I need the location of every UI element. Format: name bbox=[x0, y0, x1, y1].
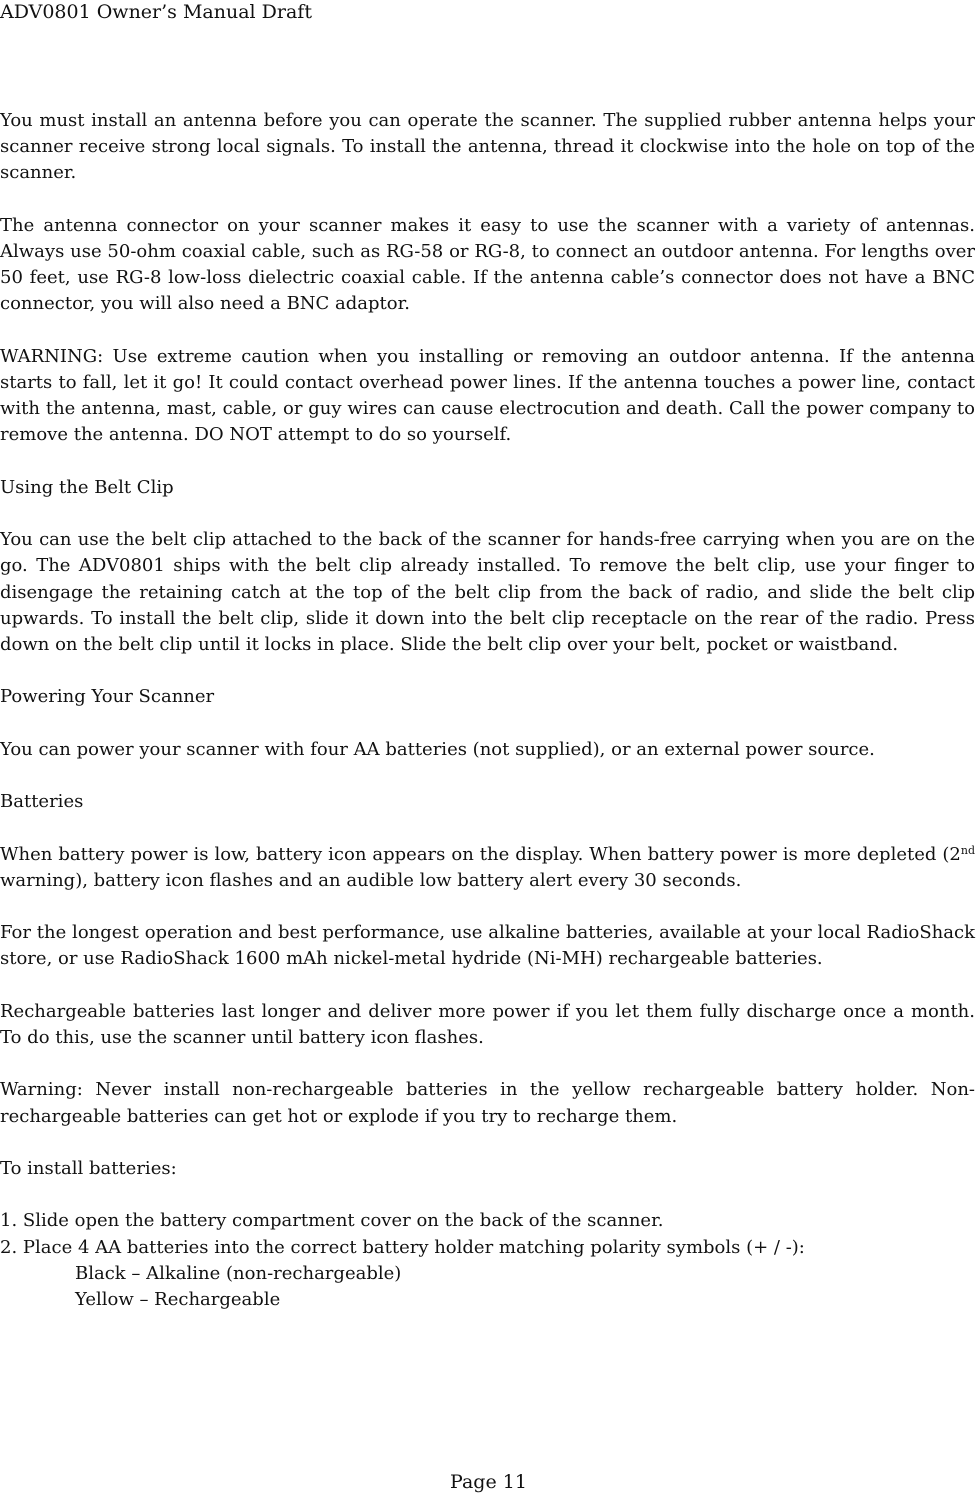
page-content bbox=[0, 108, 975, 1313]
install-batteries-heading: To install batteries: bbox=[0, 1157, 177, 1179]
ordinal-superscript: nd bbox=[960, 843, 975, 857]
battery-warning-paragraph: Warning: Never install non-rechargeable batteries in the yellow rechargeable battery holder. Non-rechargeable batteries can get hot or explode if you try to recharge them. bbox=[0, 1079, 975, 1127]
low-battery-paragraph bbox=[0, 842, 975, 894]
rechargeable-paragraph: Rechargeable batteries last longer and deliver more power if you let them fully discharge once a month. To do this, use the scanner until battery icon flashes. bbox=[0, 1000, 975, 1048]
low-battery-text-start: When battery power is low, battery icon appears on the display. When battery power is more depleted (2 bbox=[0, 843, 961, 865]
batteries-heading: Batteries bbox=[0, 791, 84, 813]
belt-clip-paragraph: You can use the belt clip attached to the back of the scanner for hands-free carrying when you are on the go. The ADV0801 ships with the belt clip already installed. To remove the belt clip, use your finger to disengage the retaining catch at the top of the belt clip from the back of radio, and slide the belt clip upwards. To install the belt clip, slide it down into the belt clip receptacle on the rear of the radio. Press down on the belt clip until it locks in place. Slide the belt clip over your belt, pocket or waistband. bbox=[0, 529, 975, 655]
power-source-paragraph: You can power your scanner with four AA batteries (not supplied), or an external power source. bbox=[0, 738, 875, 760]
battery-type-yellow: Yellow – Rechargeable bbox=[75, 1288, 281, 1310]
antenna-connector-paragraph: The antenna connector on your scanner makes it easy to use the scanner with a variety of antennas. Always use 50-ohm coaxial cable, such as RG-58 or RG-8, to connect an outdoor antenna. For lengths over 50 feet, use RG-8 low-loss dielectric coaxial cable. If the antenna cable’s connector does not have a BNC connector, you will also need a BNC adaptor. bbox=[0, 214, 975, 315]
document-header: ADV0801 Owner’s Manual Draft bbox=[0, 1, 312, 23]
low-battery-text-end: warning), battery icon flashes and an audible low battery alert every 30 seconds. bbox=[0, 869, 742, 891]
battery-type-black: Black – Alkaline (non-rechargeable) bbox=[75, 1262, 402, 1284]
belt-clip-heading: Using the Belt Clip bbox=[0, 476, 174, 498]
antenna-warning-paragraph: WARNING: Use extreme caution when you installing or removing an outdoor antenna. If the antenna starts to fall, let it go! It could contact overhead power lines. If the antenna touches a power line, contact with the antenna, mast, cable, or guy wires can cause electrocution and death. Call the power company to remove the antenna. DO NOT attempt to do so yourself. bbox=[0, 345, 975, 446]
antenna-install-paragraph: You must install an antenna before you can operate the scanner. The supplied rubber antenna helps your scanner receive strong local signals. To install the antenna, thread it clockwise into the hole on top of the scanner. bbox=[0, 110, 975, 184]
page-number: Page 11 bbox=[450, 1471, 527, 1493]
install-step-1: 1. Slide open the battery compartment cover on the back of the scanner. bbox=[0, 1210, 664, 1232]
alkaline-paragraph: For the longest operation and best performance, use alkaline batteries, available at your local RadioShack store, or use RadioShack 1600 mAh nickel-metal hydride (Ni-MH) rechargeable batteries. bbox=[0, 922, 975, 970]
install-step-2: 2. Place 4 AA batteries into the correct battery holder matching polarity symbols (+ / -): bbox=[0, 1236, 805, 1258]
powering-heading: Powering Your Scanner bbox=[0, 686, 215, 708]
